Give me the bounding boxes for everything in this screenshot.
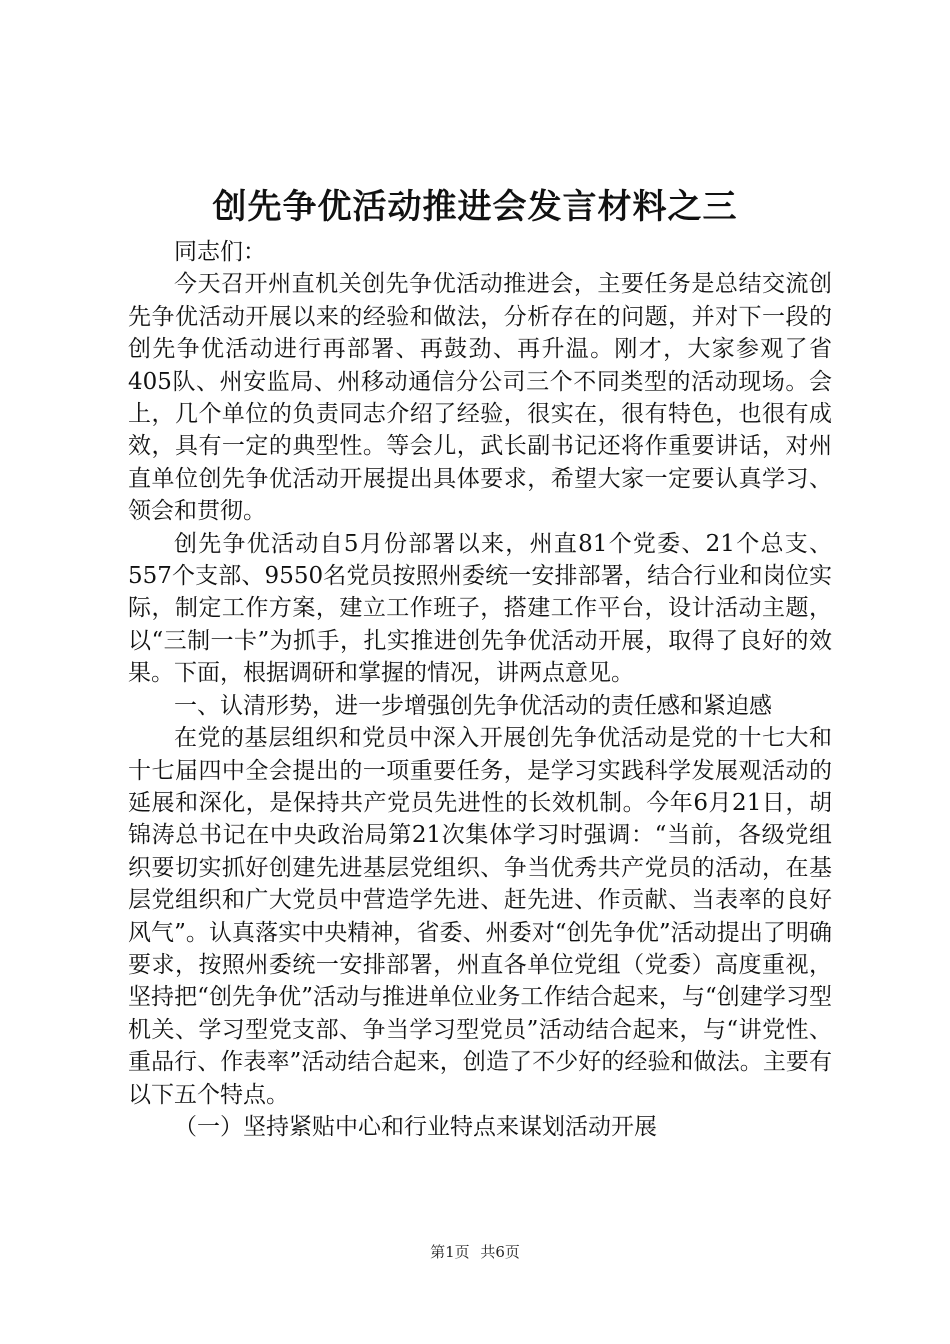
paragraph-section-1: 在党的基层组织和党员中深入开展创先争优活动是党的十七大和十七届四中全会提出的一项重要任务，是学习实践科学发展观活动的延展和深化，是保持共产党员先进性的长效机制。今年6月21日，胡锦涛总书记在中央政治局第21次集体学习时强调：“当前，各级党组织要切实抓好创建先进基层党组织、争当优秀共产党员的活动，在基层党组织和广大党员中营造学先进、赶先进、作贡献、当表率的良好风气”。认真落实中央精神，省委、州委对“创先争优”活动提出了明确要求，按照州委统一安排部署，州直各单位党组（党委）高度重视，坚持把“创先争优”活动与推进单位业务工作结合起来，与“创建学习型机关、学习型党支部、争当学习型党员”活动结合起来，与“讲党性、重品行、作表率”活动结合起来，创造了不少好的经验和做法。主要有以下五个特点。 xyxy=(128,725,832,1108)
subsection-heading-1: （一）坚持紧贴中心和行业特点来谋划活动开展 xyxy=(174,1113,657,1140)
page-footer xyxy=(0,1242,950,1262)
salutation: 同志们： xyxy=(174,239,266,265)
paragraph-overview: 创先争优活动自5月份部署以来，州直81个党委、21个总支、557个支部、9550名党员按照州委统一安排部署，结合行业和岗位实际，制定工作方案，建立工作班子，搭建工作平台，设计活动主题，以“三制一卡”为抓手，扎实推进创先争优活动开展，取得了良好的效果。下面，根据调研和掌握的情况，讲两点意见。 xyxy=(128,530,832,687)
document-title: 创先争优活动推进会发言材料之三 xyxy=(212,187,738,227)
section-heading-1: 一、认清形势，进一步增强创先争优活动的责任感和紧迫感 xyxy=(174,692,772,719)
page-number: 第1页 xyxy=(430,1243,470,1261)
page-total: 共6页 xyxy=(480,1243,520,1261)
paragraph-intro: 今天召开州直机关创先争优活动推进会，主要任务是总结交流创先争优活动开展以来的经验和做法，分析存在的问题，并对下一段的创先争优活动进行再部署、再鼓劲、再升温。刚才，大家参观了省405队、州安监局、州移动通信分公司三个不同类型的活动现场。会上，几个单位的负责同志介绍了经验，很实在，很有特色，也很有成效，具有一定的典型性。等会儿，武长副书记还将作重要讲话，对州直单位创先争优活动开展提出具体要求，希望大家一定要认真学习、领会和贯彻。 xyxy=(128,271,832,525)
document-body xyxy=(128,236,832,1143)
